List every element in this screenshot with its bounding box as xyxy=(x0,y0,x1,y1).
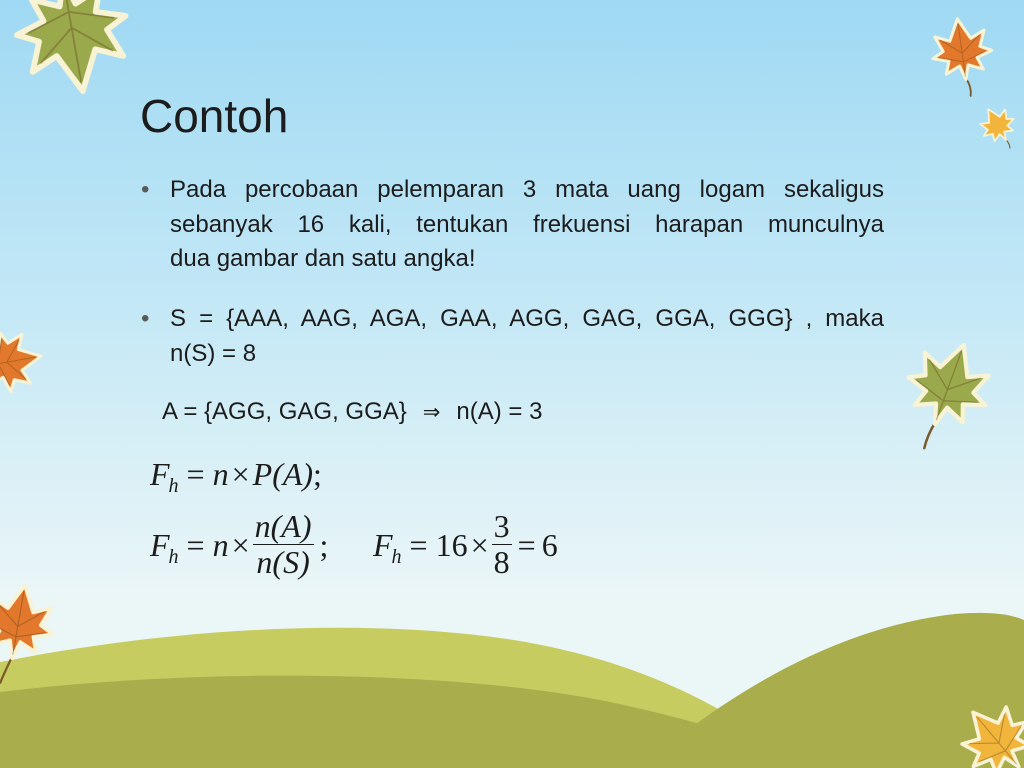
probability-term: P(A) xyxy=(252,456,314,492)
bullet-line: dua gambar dan satu angka! xyxy=(170,245,476,272)
variable-n: n xyxy=(212,456,229,492)
fraction-numerator: 3 xyxy=(493,508,510,544)
slide-title: Contoh xyxy=(140,90,289,142)
bullet-text xyxy=(170,302,884,371)
bullet-problem xyxy=(140,173,884,277)
formula-symbol xyxy=(150,456,179,497)
times-sign: × xyxy=(470,526,489,563)
fraction xyxy=(492,509,512,580)
fraction-denominator: n(S) xyxy=(256,544,310,580)
formula-symbol xyxy=(150,526,179,568)
semicolon: ; xyxy=(319,526,329,563)
formula-symbol xyxy=(373,526,402,568)
subscript-h: h xyxy=(168,545,179,568)
fraction-numerator: n(A) xyxy=(254,508,312,544)
subscript-h: h xyxy=(391,545,402,568)
bullet-line: S = {AAA, AAG, AGA, GAA, AGG, GAG, GGA, GGG} , maka xyxy=(170,305,884,332)
implies-arrow-icon: ⇒ xyxy=(422,400,441,424)
equals-sign: = xyxy=(186,456,205,492)
bullet-marker: • xyxy=(141,176,150,203)
bullet-line: sebanyak 16 kali, tentukan frekuensi harapan munculnya xyxy=(170,210,884,238)
result-number: 6 xyxy=(541,526,558,563)
event-set: A = {AGG, GAG, GGA} xyxy=(162,398,407,425)
bullet-marker: • xyxy=(141,305,150,332)
variable-n: n xyxy=(212,526,229,563)
trials-number: 16 xyxy=(435,526,468,563)
bullet-sample-space xyxy=(140,302,884,371)
subscript-h: h xyxy=(168,475,179,497)
times-sign: × xyxy=(231,456,250,492)
times-sign: × xyxy=(231,526,250,563)
symbol-f: F xyxy=(150,526,170,563)
formula-result xyxy=(373,509,558,580)
symbol-f: F xyxy=(373,526,393,563)
bullet-line: Pada percobaan pelemparan 3 mata uang logam sekaligus xyxy=(170,176,884,203)
semicolon: ; xyxy=(313,456,322,492)
formula-expanded xyxy=(150,509,328,580)
orange-leaf-top-right-icon xyxy=(928,15,998,101)
event-line xyxy=(162,395,542,430)
equals-sign: = xyxy=(409,526,428,563)
formula-expected-frequency xyxy=(150,456,322,497)
symbol-f: F xyxy=(150,456,170,492)
green-leaf-top-left-icon xyxy=(3,0,137,101)
fraction xyxy=(253,509,314,580)
yellow-leaf-small-icon xyxy=(973,101,1024,157)
green-leaf-right-icon xyxy=(888,331,1002,463)
bullet-text xyxy=(170,173,884,277)
equals-sign: = xyxy=(186,526,205,563)
event-count: n(A) = 3 xyxy=(456,398,543,425)
orange-leaf-left-icon xyxy=(0,327,46,396)
bullet-line: n(S) = 8 xyxy=(170,339,257,367)
equals-sign: = xyxy=(517,526,536,563)
fraction-denominator: 8 xyxy=(493,544,510,580)
